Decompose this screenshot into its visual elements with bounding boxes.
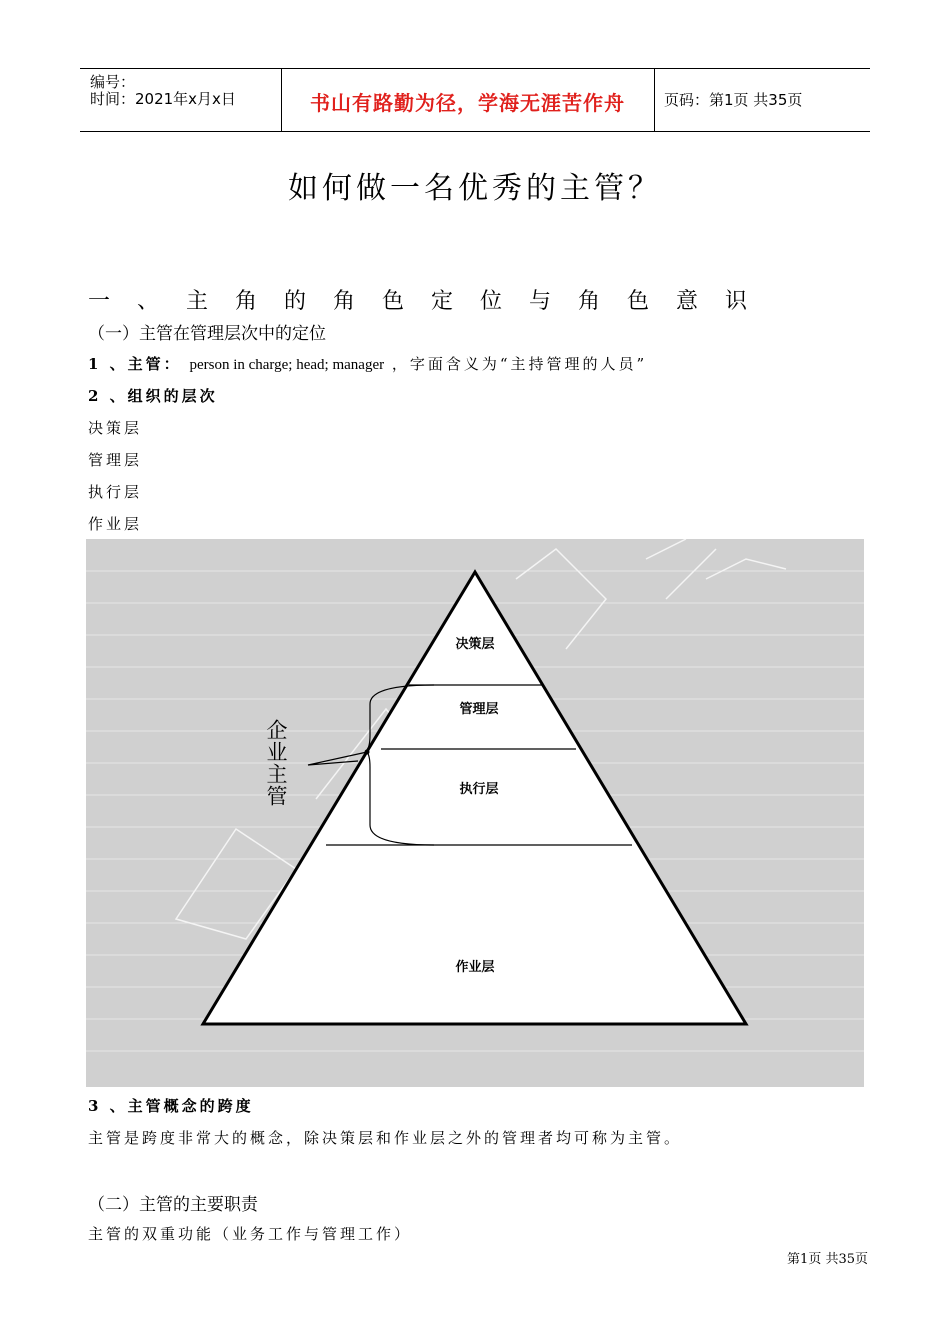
item-3-label: 3 、主管概念的跨度 — [88, 1097, 254, 1115]
page-info: 页码：第1页 共35页 — [664, 91, 803, 109]
pyramid-label-management: 管理层 — [459, 702, 499, 717]
date-label: 时间：2021年x月x日 — [90, 90, 236, 108]
header-motto-cell — [281, 69, 655, 131]
number-label: 编号： — [90, 73, 136, 91]
level-2: 管理层 — [88, 451, 143, 469]
level-4: 作业层 — [88, 515, 143, 533]
item-1-english: person in charge; head; manager — [189, 357, 385, 373]
header-left-cell — [80, 69, 282, 131]
level-3: 执行层 — [88, 483, 143, 501]
pyramid-label-decision: 决策层 — [455, 637, 495, 652]
item-1 — [88, 353, 647, 374]
header-page-cell — [655, 69, 870, 131]
header-table — [80, 68, 870, 132]
page-footer: 第1页 共35页 — [787, 1252, 868, 1267]
pyramid-label-operation: 作业层 — [455, 960, 495, 975]
item-2-label: 2 、组织的层次 — [88, 387, 218, 405]
pyramid-diagram — [86, 539, 864, 1087]
pyramid-svg — [86, 539, 864, 1087]
section-heading: 一、主角的角色定位与角色意识 — [88, 289, 775, 314]
item-3-text: 主管是跨度非常大的概念，除决策层和作业层之外的管理者均可称为主管。 — [88, 1129, 683, 1147]
subsection-heading-2: （二）主管的主要职责 — [88, 1195, 258, 1215]
page-title: 如何做一名优秀的主管？ — [288, 171, 662, 206]
level-1: 决策层 — [88, 419, 143, 437]
item-1-text: ，字面含义为“主持管理的人员” — [391, 355, 648, 373]
subsection-heading-1: （一）主管在管理层次中的定位 — [88, 324, 326, 344]
enterprise-supervisor-label: 企业主管 — [264, 719, 288, 807]
item-1-label: 1 、主管： — [88, 355, 182, 373]
motto: 书山有路勤为径，学海无涯苦作舟 — [310, 91, 625, 115]
pyramid-label-execution: 执行层 — [459, 782, 499, 797]
brace-point — [365, 750, 370, 755]
subsection-2-text: 主管的双重功能（业务工作与管理工作） — [88, 1225, 413, 1243]
